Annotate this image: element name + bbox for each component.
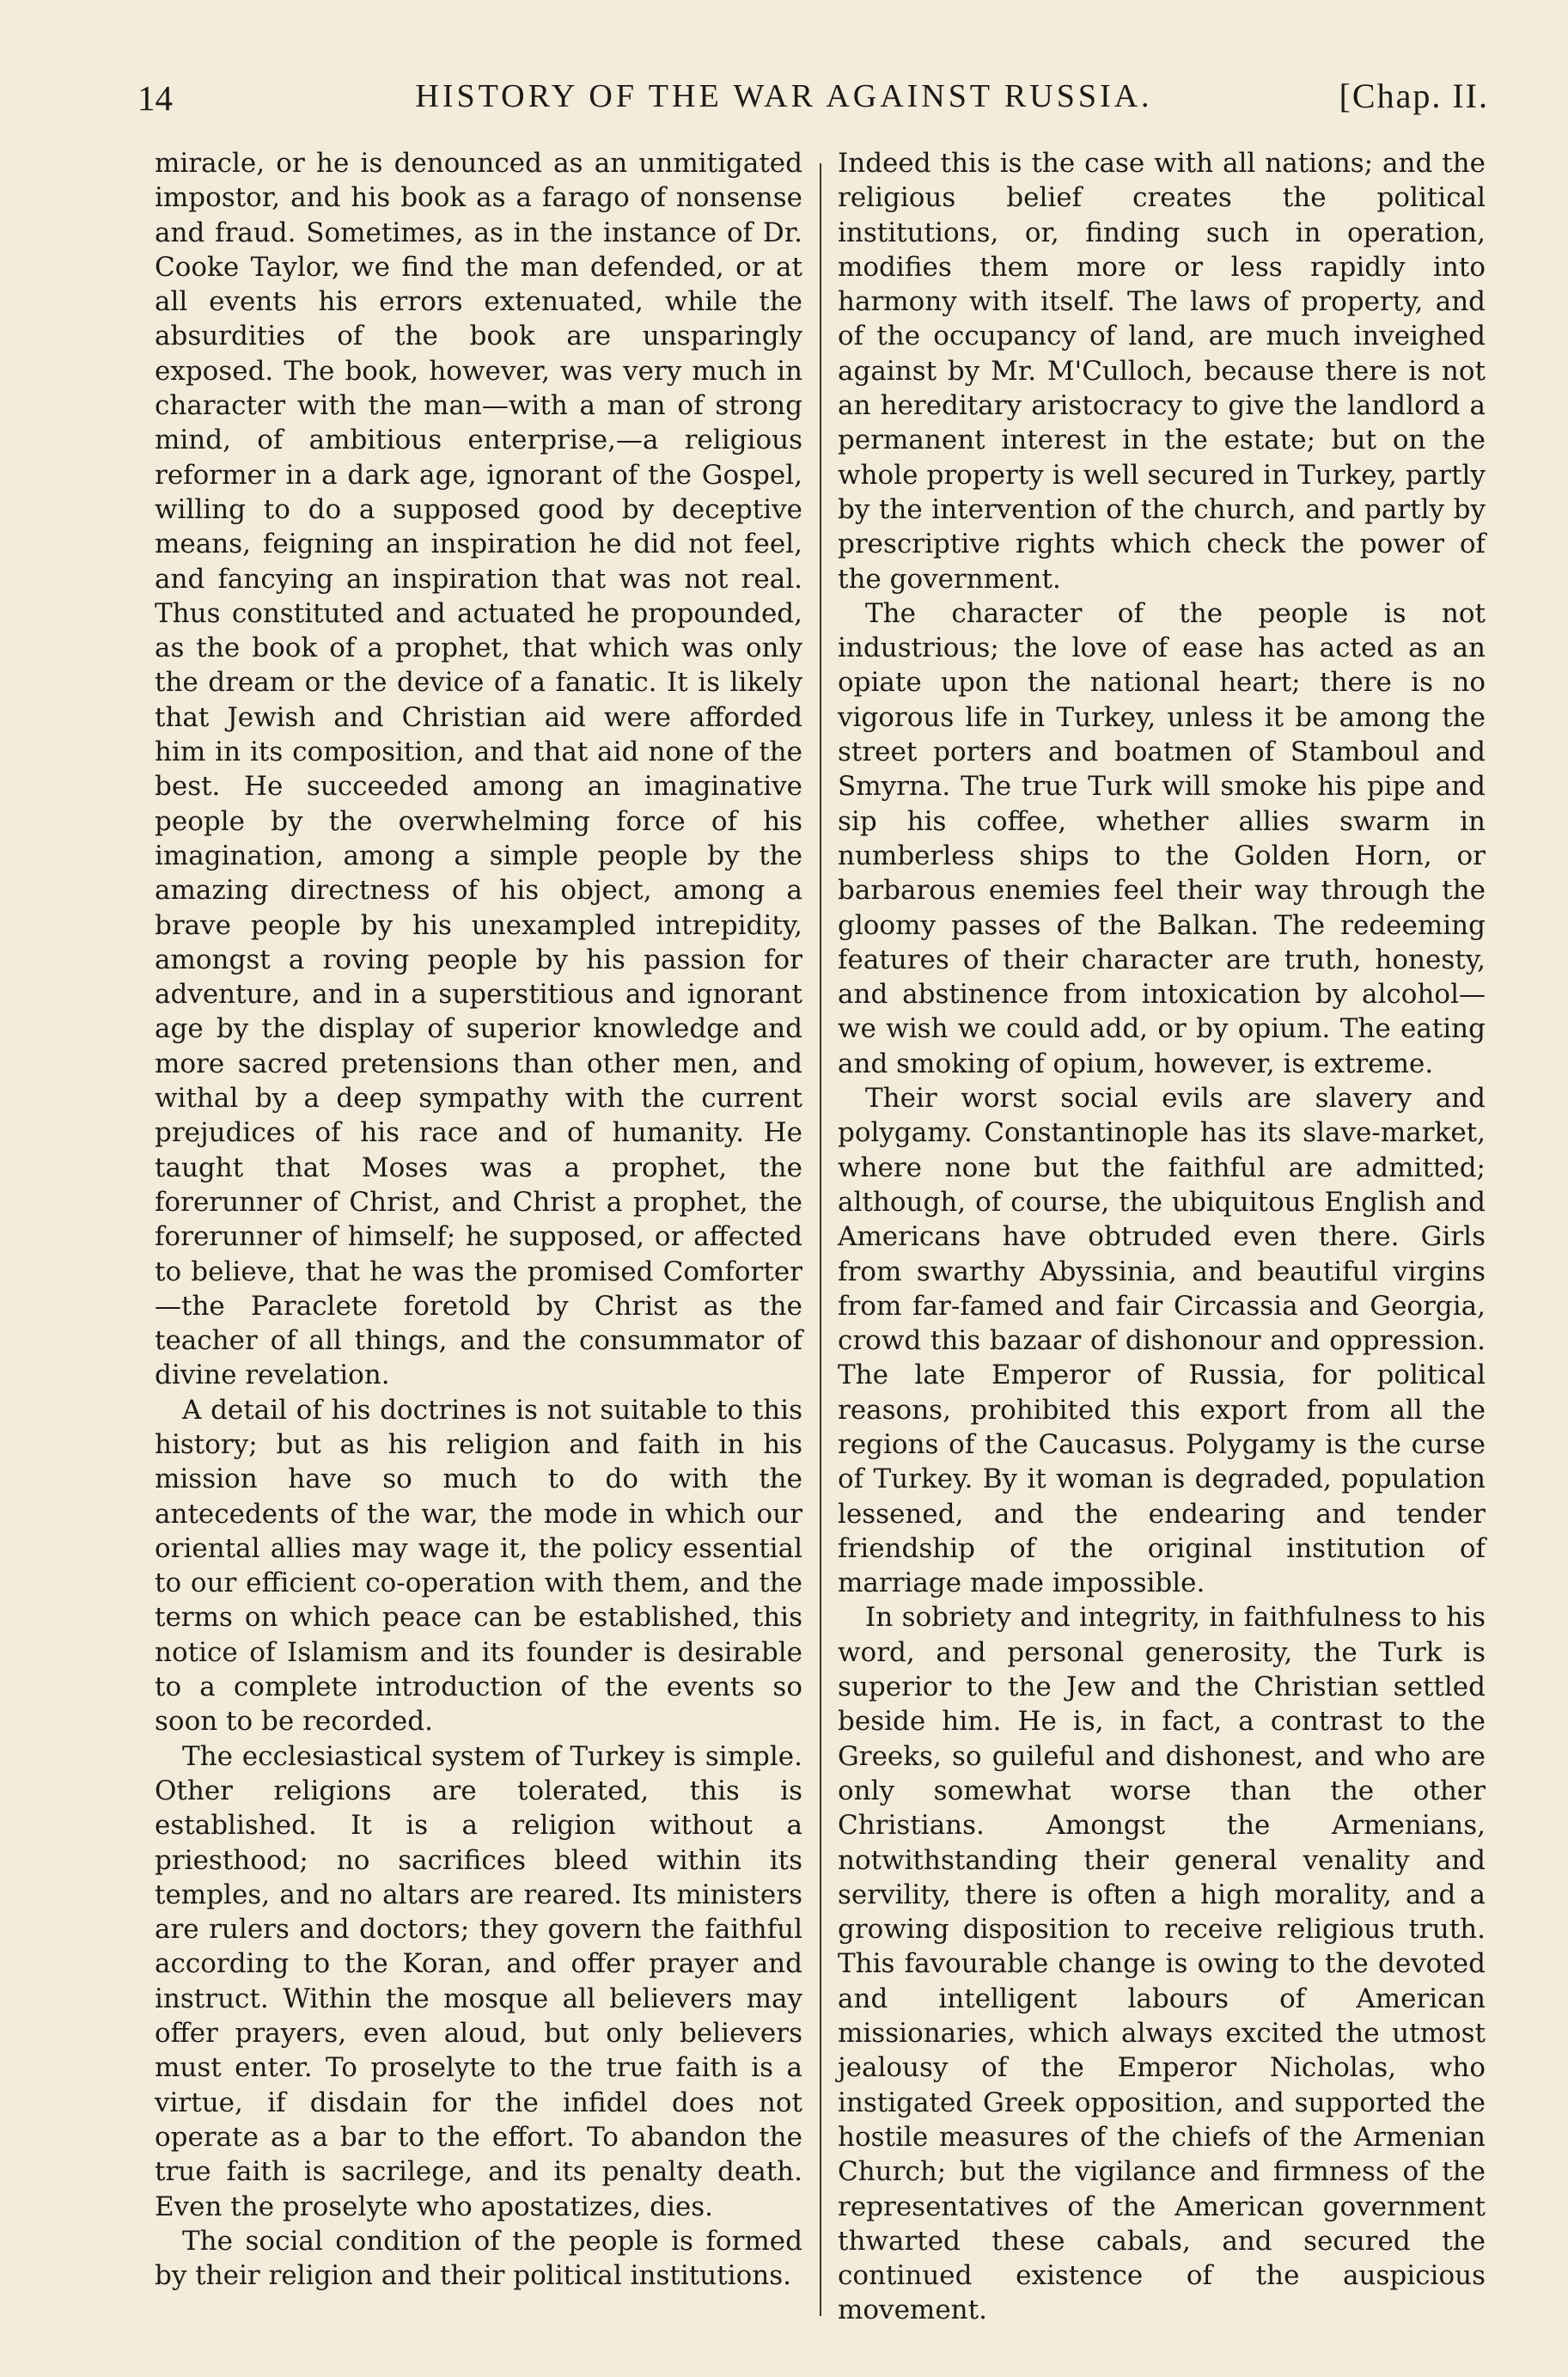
running-title: HISTORY OF THE WAR AGAINST RUSSIA.	[415, 78, 1153, 114]
paragraph: A detail of his doctrines is not suitable to this history; but as his religion and faith in his mission have so much to do with the antecedents of the war, the mode in which our oriental allies may wage it, the policy essential to our efficient co-operation with them, and the terms on which peace can be established, this notice of Islamism and its founder is desirable to a complete introduction of the events so soon to be recorded.	[155, 1394, 802, 1738]
paragraph: miracle, or he is denounced as an unmitigated impostor, and his book as a farago of nonsense and fraud. Sometimes, as in the instance of Dr. Cooke Taylor, we find the man defended, or at all events his errors extenuated, while the absurdities of the book are unsparingly exposed. The book, however, was very much in character with the man—with a man of strong mind, of ambitious enterprise,—a religious reformer in a dark age, ignorant of the Gospel, willing to do a supposed good by deceptive means, feigning an inspiration he did not feel, and fancying an inspiration that was not real. Thus constituted and actuated he propounded, as the book of a prophet, that which was only the dream or the device of a fanatic. It is likely that Jewish and Christian aid were afforded him in its composition, and that aid none of the best. He succeeded among an imaginative people by the overwhelming force of his imagination, among a simple people by the amazing directness of his object, among a brave people by his unexampled intrepidity, amongst a roving people by his passion for adventure, and in a superstitious and ignorant age by the display of superior knowledge and more sacred pretensions than other men, and withal by a deep sympathy with the current prejudices of his race and of humanity. He taught that Moses was a prophet, the forerunner of Christ, and Christ a prophet, the forerunner of himself; he supposed, or affected to believe, that he was the promised Comforter—the Paraclete foretold by Christ as the teacher of all things, and the consummator of divine revelation.	[155, 148, 802, 1391]
paragraph: In sobriety and integrity, in faithfulness to his word, and personal generosity, the Turk is superior to the Jew and the Christian settled beside him. He is, in fact, a contrast to the Greeks, so guileful and dishonest, and who are only somewhat worse than the other Christians. Amongst the Armenians, notwithstanding their general venality and servility, there is often a high morality, and a growing disposition to receive religious truth. This favourable change is owing to the devoted and intelligent labours of American missionaries, which always excited the utmost jealousy of the Emperor Nicholas, who instigated Greek opposition, and supported the hostile measures of the chiefs of the Armenian Church; but the vigilance and firmness of the representatives of the American government thwarted these cabals, and secured the continued existence of the auspicious movement.	[838, 1602, 1486, 2326]
column-divider	[820, 163, 821, 2316]
chapter-reference: [Chap. II.	[1339, 76, 1489, 115]
right-column	[838, 146, 1486, 2328]
page-header	[0, 70, 1568, 122]
paragraph: The character of the people is not industrious; the love of ease has acted as an opiate upon the national heart; there is no vigorous life in Turkey, unless it be among the street porters and boatmen of Stamboul and Smyrna. The true Turk will smoke his pipe and sip his coffee, whether allies swarm in numberless ships to the Golden Horn, or barbarous enemies feel their way through the gloomy passes of the Balkan. The redeeming features of their character are truth, honesty, and abstinence from intoxication by alcohol—we wish we could add, or by opium. The eating and smoking of opium, however, is extreme.	[838, 597, 1486, 1079]
left-column	[155, 146, 802, 2293]
paragraph: The ecclesiastical system of Turkey is simple. Other religions are tolerated, this is established. It is a religion without a priesthood; no sacrifices bleed within its temples, and no altars are reared. Its ministers are rulers and doctors; they govern the faithful according to the Koran, and offer prayer and instruct. Within the mosque all believers may offer prayers, even aloud, but only believers must enter. To proselyte to the true faith is a virtue, if disdain for the infidel does not operate as a bar to the effort. To abandon the true faith is sacrilege, and its penalty death. Even the proselyte who apostatizes, dies.	[155, 1740, 802, 2222]
paragraph: Indeed this is the case with all nations; and the religious belief creates the political institutions, or, finding such in operation, modifies them more or less rapidly into harmony with itself. The laws of property, and of the occupancy of land, are much inveighed against by Mr. M'Culloch, because there is not an hereditary aristocracy to give the landlord a permanent interest in the estate; but on the whole property is well secured in Turkey, partly by the intervention of the church, and partly by prescriptive rights which check the power of the government.	[838, 148, 1486, 595]
page-number: 14	[137, 78, 173, 118]
paragraph: The social condition of the people is formed by their religion and their political institutions.	[155, 2225, 802, 2292]
paragraph: Their worst social evils are slavery and polygamy. Constantinople has its slave-market, where none but the faithful are admitted; although, of course, the ubiquitous English and Americans have obtruded even there. Girls from swarthy Abyssinia, and beautiful virgins from far-famed and fair Circassia and Georgia, crowd this bazaar of dishonour and oppression. The late Emperor of Russia, for political reasons, prohibited this export from all the regions of the Caucasus. Polygamy is the curse of Turkey. By it woman is degraded, population lessened, and the endearing and tender friendship of the original institution of marriage made impossible.	[838, 1083, 1486, 1599]
